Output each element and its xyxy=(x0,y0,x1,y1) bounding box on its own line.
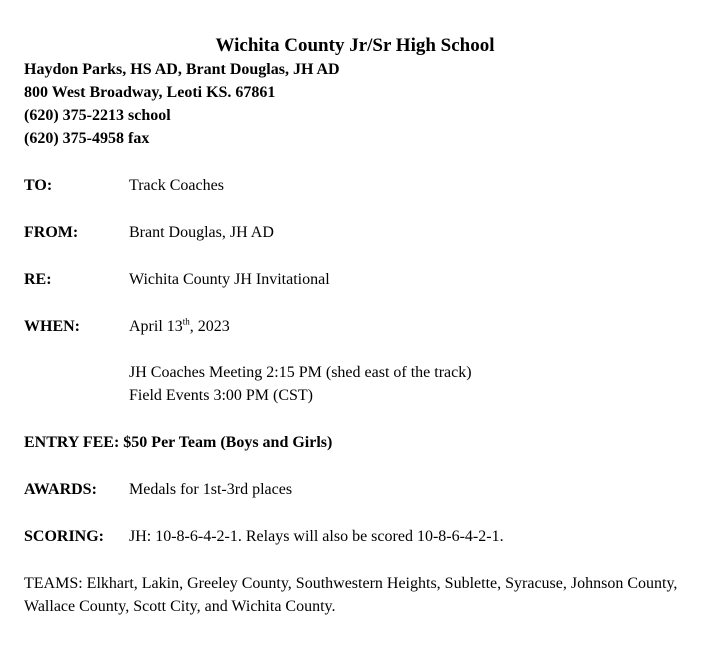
field-events: Field Events 3:00 PM (CST) xyxy=(129,387,314,404)
scoring-value: JH: 10-8-6-4-2-1. Relays will also be scored 10-8-6-4-2-1. xyxy=(129,528,504,545)
header-address: 800 West Broadway, Leoti KS. 67861 xyxy=(24,84,276,101)
coaches-meeting: JH Coaches Meeting 2:15 PM (shed east of the track) xyxy=(129,364,472,381)
from-row xyxy=(24,221,686,244)
teams-list: TEAMS: Elkhart, Lakin, Greeley County, Southwestern Heights, Sublette, Syracuse, Johnson County, Wallace County, Scott City, and Wichita County. xyxy=(24,575,678,615)
when-date-prefix: April 13 xyxy=(129,318,183,335)
awards-value: Medals for 1st-3rd places xyxy=(129,481,293,498)
header-phone: (620) 375-2213 school xyxy=(24,107,171,124)
from-value: Brant Douglas, JH AD xyxy=(129,224,274,241)
when-row xyxy=(24,315,686,338)
to-label: TO: xyxy=(24,177,53,194)
header-block xyxy=(24,58,686,150)
header-administrators: Haydon Parks, HS AD, Brant Douglas, JH AD xyxy=(24,61,340,78)
when-date-ordinal: th xyxy=(182,316,190,327)
when-details xyxy=(129,361,686,407)
re-label: RE: xyxy=(24,271,52,288)
school-title: Wichita County Jr/Sr High School xyxy=(215,35,495,56)
when-date-year: , 2023 xyxy=(189,318,230,335)
scoring-row xyxy=(24,525,686,548)
to-value: Track Coaches xyxy=(129,177,224,194)
from-label: FROM: xyxy=(24,224,79,241)
scoring-label: SCORING: xyxy=(24,528,105,545)
to-row xyxy=(24,174,686,197)
awards-label: AWARDS: xyxy=(24,481,97,498)
re-value: Wichita County JH Invitational xyxy=(129,271,330,288)
when-date xyxy=(129,315,686,338)
entry-fee: ENTRY FEE: $50 Per Team (Boys and Girls) xyxy=(24,434,333,451)
header-fax: (620) 375-4958 fax xyxy=(24,130,150,147)
re-row xyxy=(24,268,686,291)
when-label: WHEN: xyxy=(24,318,80,335)
awards-row xyxy=(24,478,686,501)
